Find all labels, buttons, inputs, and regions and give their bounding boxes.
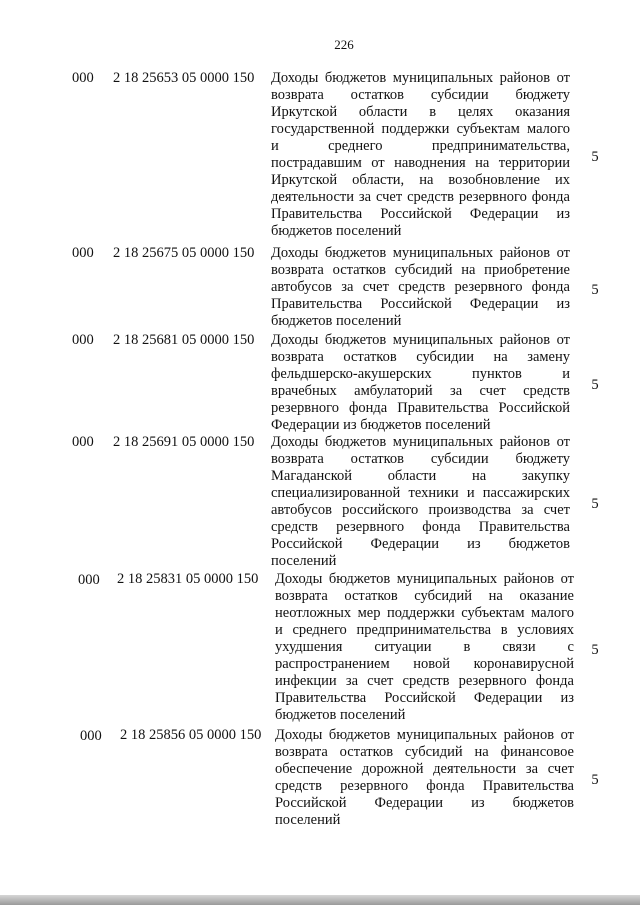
admin-code: 000: [72, 434, 94, 450]
description-line: автобусов российского производства за счет: [271, 502, 570, 518]
description-line: автобусов за счет средств резервного фонда: [271, 279, 570, 295]
description-line: Российской Федерации из бюджетов: [271, 536, 570, 552]
page-number: 226: [334, 37, 354, 52]
revenue-description: [271, 245, 570, 330]
value-cell: 5: [591, 377, 599, 393]
budget-classification-code: 2 18 25831 05 0000 150: [117, 571, 259, 587]
budget-classification-code: 2 18 25856 05 0000 150: [120, 727, 262, 743]
description-line: обеспечение дорожной деятельности за счет: [275, 761, 574, 777]
budget-classification-code: 2 18 25675 05 0000 150: [113, 245, 255, 261]
value-cell: 5: [591, 642, 599, 658]
description-line: бюджетов поселений: [271, 223, 402, 239]
description-line: возврата остатков субсидий на приобретение: [271, 262, 570, 278]
description-line: Доходы бюджетов муниципальных районов от: [271, 245, 570, 261]
description-line: Магаданской области на закупку: [271, 468, 570, 484]
budget-classification-code: 2 18 25681 05 0000 150: [113, 332, 255, 348]
description-line: врачебных амбулаторий за счет средств: [271, 383, 570, 399]
description-line: распространением новой коронавирусной: [275, 656, 574, 672]
revenue-description: [275, 727, 574, 829]
description-line: бюджетов поселений: [271, 313, 402, 329]
description-line: и среднего предпринимательства в условиях: [275, 622, 574, 638]
admin-code: 000: [72, 332, 94, 348]
description-line: резервного фонда Правительства Российской: [271, 400, 570, 416]
description-line: Доходы бюджетов муниципальных районов от: [275, 571, 574, 587]
description-line: фельдшерско-акушерских пунктов и: [271, 366, 570, 382]
admin-code: 000: [80, 728, 102, 744]
description-line: Федерации из бюджетов поселений: [271, 417, 491, 433]
description-line: Доходы бюджетов муниципальных районов от: [271, 434, 570, 450]
description-line: ухудшения ситуации в связи с: [275, 639, 574, 655]
budget-classification-code: 2 18 25653 05 0000 150: [113, 70, 255, 86]
description-line: Доходы бюджетов муниципальных районов от: [271, 332, 570, 348]
description-line: пострадавшим от наводнения на территории: [271, 155, 570, 171]
admin-code: 000: [72, 70, 94, 86]
description-line: возврата остатков субсидии бюджету: [271, 451, 570, 467]
description-line: средств резервного фонда Правительства: [275, 778, 574, 794]
description-line: Правительства Российской Федерации из: [271, 206, 570, 222]
description-line: Правительства Российской Федерации из: [271, 296, 570, 312]
description-line: Доходы бюджетов муниципальных районов от: [275, 727, 574, 743]
description-line: возврата остатков субсидии бюджету: [271, 87, 570, 103]
description-line: поселений: [271, 553, 337, 569]
description-line: Доходы бюджетов муниципальных районов от: [271, 70, 570, 86]
value-cell: 5: [591, 772, 599, 788]
description-line: возврата остатков субсидий на оказание: [275, 588, 574, 604]
page-bottom-edge: [0, 895, 640, 905]
description-line: Российской Федерации из бюджетов: [275, 795, 574, 811]
description-line: деятельности за счет средств резервного фонда: [271, 189, 570, 205]
description-line: бюджетов поселений: [275, 707, 406, 723]
description-line: Правительства Российской Федерации из: [275, 690, 574, 706]
description-line: средств резервного фонда Правительства: [271, 519, 570, 535]
budget-classification-code: 2 18 25691 05 0000 150: [113, 434, 255, 450]
revenue-description: [271, 434, 570, 570]
description-line: возврата остатков субсидии на замену: [271, 349, 570, 365]
description-line: инфекции за счет средств резервного фонда: [275, 673, 574, 689]
description-line: Иркутской области в целях оказания: [271, 104, 570, 120]
revenue-description: [271, 70, 570, 240]
description-line: поселений: [275, 812, 341, 828]
admin-code: 000: [72, 245, 94, 261]
revenue-description: [275, 571, 574, 724]
admin-code: 000: [78, 572, 100, 588]
description-line: Иркутской области, на возобновление их: [271, 172, 570, 188]
value-cell: 5: [591, 149, 599, 165]
description-line: государственной поддержки субъектам малого: [271, 121, 570, 137]
description-line: возврата остатков субсидий на финансовое: [275, 744, 574, 760]
description-line: неотложных мер поддержки субъектам малого: [275, 605, 574, 621]
value-cell: 5: [591, 282, 599, 298]
description-line: специализированной техники и пассажирских: [271, 485, 570, 501]
description-line: и среднего предпринимательства,: [271, 138, 570, 154]
value-cell: 5: [591, 496, 599, 512]
revenue-description: [271, 332, 570, 434]
